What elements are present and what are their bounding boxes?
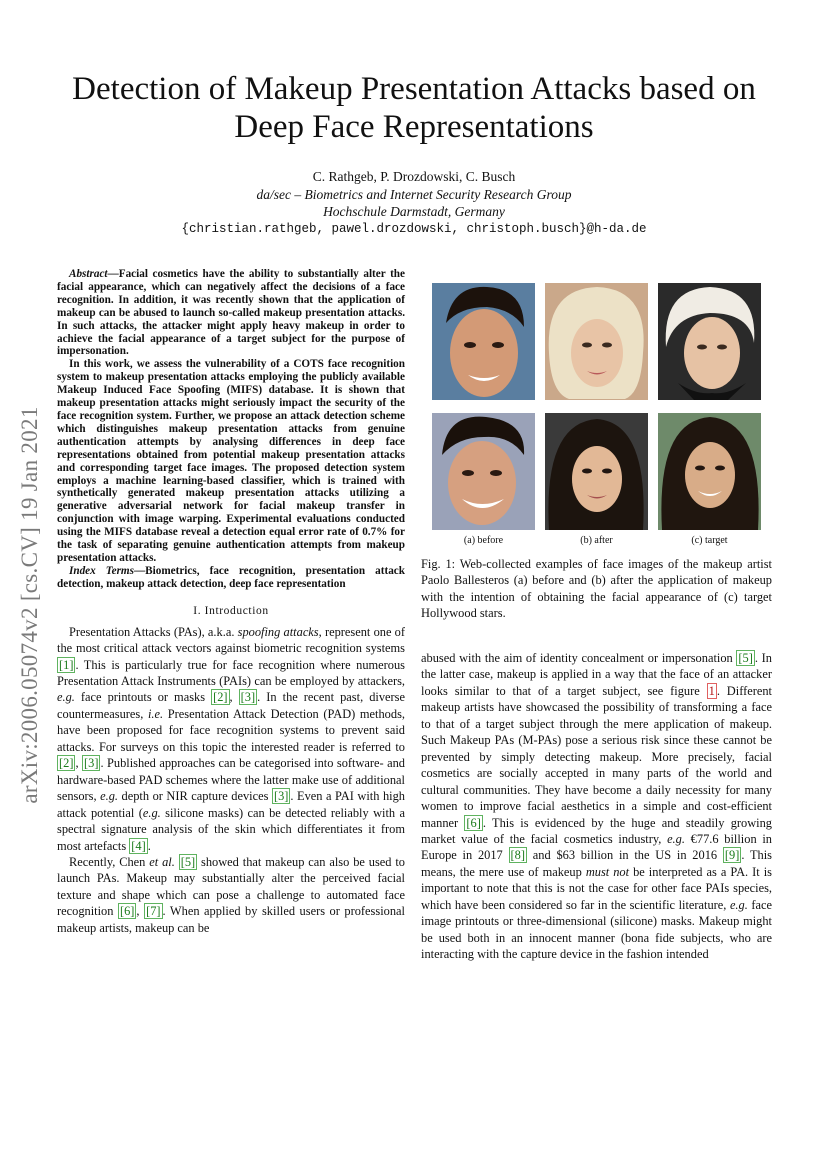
sublabel-after: (b) after (580, 535, 613, 546)
intro-body-right (421, 650, 772, 963)
text-run: e.g. (142, 805, 161, 820)
sublabel-target: (c) target (691, 535, 728, 546)
text-run: face image printouts or three-dimensional (silicone) masks. Makeup might be used both in an innocent manner (bona fide subjects, who are interacting with the capture device in the fashion intended (421, 897, 772, 962)
text-run: Recently, Chen (69, 855, 150, 869)
face-before-1-illustration (432, 283, 535, 400)
citation-link[interactable]: [7] (146, 904, 161, 919)
title-line-1: Detection of Makeup Presentation Attacks based on (72, 71, 756, 107)
photo-before-2 (432, 413, 535, 530)
text-run: , (136, 904, 145, 919)
text-run: . Even a PAI with high attack potential ( (57, 789, 405, 820)
citation-link[interactable]: [3] (273, 789, 289, 804)
text-run: . In the latter case, makeup is applied in a way that the face of an attacker looks similar to that of a target subject, see figure (421, 651, 772, 698)
citation-link[interactable]: [8] (510, 848, 525, 863)
text-run: be interpreted as a PA. It is important to note that this is not the case for other face PAIs species, which have been considered so far in the scientific literature, (421, 864, 772, 912)
citation-link[interactable]: [2] (59, 756, 74, 771)
abstract-p1-text: —Facial cosmetics have the ability to substantially alter the facial appearance, which can negatively affect the decisions of a face recognition. In addition, it was recently shown that the application of makeup can be abused to launch so-called makeup presentation attacks. In such attacks, the attacker might apply heavy makeup in order to achieve the facial appearance of a target subject for the purpose of impersonation. (57, 268, 405, 358)
text-run: . (147, 838, 151, 853)
citation-link[interactable]: [3] (240, 690, 256, 705)
text-run: Presentation Attacks (PAs), a.k.a. (69, 624, 238, 639)
authors: C. Rathgeb, P. Drozdowski, C. Busch (312, 169, 516, 184)
text-run: . This is evidenced by the huge and steadily growing market value of the facial cosmetics industry, (421, 815, 772, 846)
text-run: . This is particularly true for face recognition where numerous Presentation Attack Instruments (PAIs) can be employed by attackers, (57, 657, 405, 689)
text-run: . When applied by skilled users or professional makeup artists, makeup can be (57, 904, 405, 935)
photo-target-1 (658, 283, 761, 400)
citation-link[interactable]: [6] (119, 904, 135, 919)
text-run: e.g. (667, 831, 685, 846)
text-run: abused with the aim of identity concealment or impersonation (421, 651, 737, 665)
text-run: Presentation Attack Detection (PAD) methods, have been proposed for face recognition systems to prevent said attacks. For surveys on this topic the interested reader is referred to (57, 706, 405, 754)
index-terms (57, 565, 405, 591)
face-target-2-illustration (658, 413, 761, 530)
affiliation-2: Hochschule Darmstadt, Germany (323, 204, 505, 219)
index-terms-label: Index Terms (69, 564, 134, 577)
citation-link[interactable]: [5] (180, 855, 196, 869)
photo-after-2 (545, 413, 648, 530)
intro-p2 (57, 854, 405, 936)
text-run: e.g. (100, 789, 118, 804)
photo-target-2 (658, 413, 761, 530)
arxiv-id: arXiv:2006.05074v2 [cs.CV] 19 Jan 2021 (17, 406, 42, 804)
intro-p1 (57, 624, 405, 854)
citation-link[interactable]: [9] (724, 848, 740, 863)
sublabel-before: (a) before (463, 535, 504, 546)
figure-link[interactable]: 1 (708, 683, 715, 698)
arxiv-sidebar (12, 340, 48, 870)
text-run: €77.6 billion in Europe in 2017 (421, 831, 773, 863)
text-run: , (75, 756, 82, 771)
text-run: . Different makeup artists have showcased the possibility of transforming a face to that of a target subject through the mere application of makeup. Such Makeup PAs (M-PAs) pose a serious risk since these cannot be prevented by simply detecting makeup. More precisely, facial cosmetics are socially accepted in many parts of the world and cultural communities. They have become a daily necessity for many women to improve facial aesthetics in a simple and cost-efficient manner (421, 683, 772, 830)
text-run: . In the recent past, diverse countermeasures, (57, 690, 405, 721)
text-run: showed that makeup can also be used to launch PAs. Makeup may substantially alter the perceived facial texture and shape which can pose a challenge to automated face recognition (57, 855, 405, 919)
section-heading-introduction: I. Introduction (193, 604, 269, 617)
face-before-2-illustration (432, 413, 535, 530)
text-run: must not (585, 864, 630, 879)
text-run: , (229, 690, 239, 705)
text-run: . Published approaches can be categorised into software- and hardware-based PAD schemes where the latter make use of additional sensors, (57, 756, 405, 804)
citation-link[interactable]: [5] (738, 651, 753, 665)
abstract-label: Abstract (69, 268, 108, 280)
figure-1-caption: Fig. 1: Web-collected examples of face images of the makeup artist Paolo Ballesteros (a) before and (b) after the application of makeup with the intention of obtaining the facial appearance of (c) target Hollywood stars. (421, 557, 772, 621)
text-run: e.g. (57, 690, 75, 705)
text-run: e.g. (729, 897, 748, 912)
photo-after-1 (545, 283, 648, 400)
abstract-p1 (57, 268, 405, 358)
text-run: and $63 billion in the US in 2016 (527, 848, 723, 863)
intro-body-left (57, 624, 405, 937)
abstract (57, 268, 405, 591)
citation-link[interactable]: [2] (213, 690, 228, 705)
photo-before-1 (432, 283, 535, 400)
text-run: i.e. (147, 706, 164, 721)
face-after-2-illustration (545, 413, 648, 530)
text-run: face printouts or masks (74, 690, 212, 705)
text-run: silicone masks) can be detected reliably with a spectral signature analysis of the skin which differentiates it from most artefacts (57, 805, 405, 853)
abstract-p2: In this work, we assess the vulnerability of a COTS face recognition system to makeup presentation attacks employing the publicly available Makeup Induced Face Spoofing (MIFS) database. It is shown that makeup presentation attacks might seriously impact the security of the face recognition system. Further, we propose an attack detection scheme which distinguishes makeup presentation attacks from genuine authentication attempts by analysing differences in deep face representations obtained from potential makeup presentation attacks and corresponding target face images. The proposed detection system employs a machine learning-based classifier, which is trained with synthetically generated makeup presentation attacks utilizing a generative adversarial network for facial makeup transfer in conjunction with image warping. Experimental evaluations conducted using the MIFS database reveal a detection equal error rate of 0.7% for the task of separating genuine authentication attempts from makeup presentation attacks. (57, 358, 405, 564)
intro-p3 (421, 650, 772, 963)
author-block (100, 168, 728, 238)
citation-link[interactable]: [1] (59, 657, 74, 672)
text-run: spoofing attacks (237, 624, 319, 639)
face-target-1-illustration (658, 283, 761, 400)
text-run: , represent one of the most critical attack vectors against biometric recognition systems (57, 624, 405, 656)
left-column (57, 268, 405, 936)
citation-link[interactable]: [4] (131, 838, 146, 853)
figure-1 (432, 283, 762, 546)
index-terms-text: —Biometrics, face recognition, presentation attack detection, makeup attack detection, deep face representation (57, 564, 405, 590)
face-after-1-illustration (545, 283, 648, 400)
text-run: . This means, the mere use of makeup (421, 848, 773, 879)
title-line-2: Deep Face Representations (234, 109, 594, 145)
text-run: et al. (149, 855, 175, 869)
text-run: depth or NIR capture devices (118, 789, 272, 804)
paper-title (40, 70, 788, 146)
citation-link[interactable]: [3] (84, 756, 99, 771)
affiliation-1: da/sec – Biometrics and Internet Security Research Group (256, 186, 572, 202)
email: {christian.rathgeb, pawel.drozdowski, christoph.busch}@h-da.de (181, 221, 647, 236)
citation-link[interactable]: [6] (466, 815, 481, 830)
